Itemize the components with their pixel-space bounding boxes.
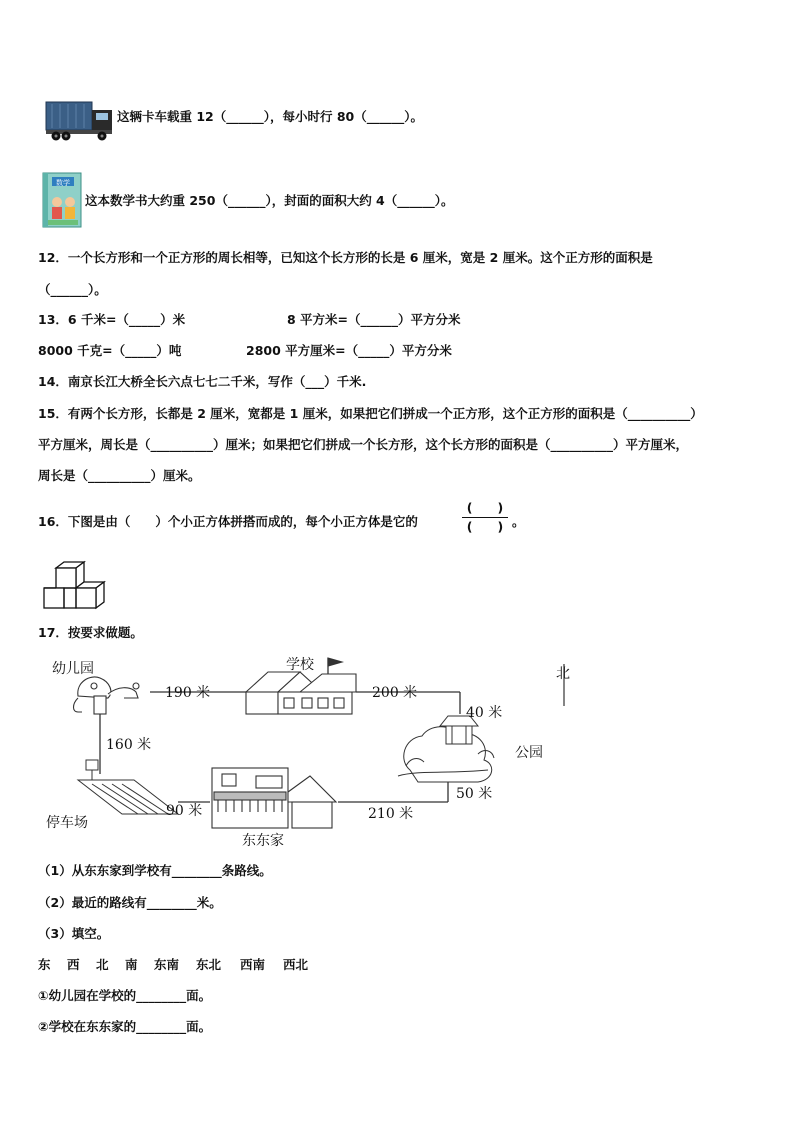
q13-c: 8000 千克=（_____）吨 [38,343,182,358]
direction-word: 西南 [240,957,266,972]
book-question: 这本数学书大约重 250（______），封面的面积大约 4（______）。 [85,193,454,208]
direction-word: 西北 [283,957,309,972]
direction-word: 东 [38,957,51,972]
home-icon [212,768,336,828]
parking-icon [78,760,178,814]
distance-160: 160 米 [106,737,152,753]
q15-line3: 周长是（__________）厘米。 [38,468,201,483]
fraction-denominator: ( ) [466,519,504,534]
q13-a: 13．6 千米=（_____）米 [38,312,186,327]
direction-word: 东南 [154,957,180,972]
q12-line2: （______）。 [38,282,107,297]
q16-text: 16．下图是由（ ）个小正方体拼搭而成的，每个小正方体是它的 [38,514,418,529]
label-kindergarten: 幼儿园 [52,661,94,677]
book-cover-title: 数学 [56,179,70,187]
q17-fill2: ②学校在东东家的________面。 [38,1019,212,1034]
label-north: 北 [556,666,570,682]
q16-fraction [462,500,508,535]
direction-word: 南 [125,957,138,972]
cube-figure [40,560,110,614]
direction-word: 北 [96,957,109,972]
q13-d: 2800 平方厘米=（_____）平方分米 [246,343,452,358]
distance-40: 40 米 [466,705,503,721]
fraction-bar [462,517,508,518]
truck-icon [44,96,116,142]
q17-sub2: （2）最近的路线有________米。 [38,895,222,910]
distance-190: 190 米 [165,685,211,701]
park-icon [398,716,494,782]
q17-title: 17．按要求做题。 [38,625,143,640]
q17-sub3: （3）填空。 [38,926,110,941]
direction-word: 西 [67,957,80,972]
q17-sub1: （1）从东东家到学校有________条路线。 [38,863,272,878]
truck-question: 这辆卡车载重 12（______），每小时行 80（______）。 [117,109,423,124]
q14: 14．南京长江大桥全长六点七七二千米，写作（___）千米. [38,374,367,389]
label-park: 公园 [515,745,543,761]
direction-word: 东北 [196,957,222,972]
distance-210: 210 米 [368,806,414,822]
fraction-numerator: ( ) [466,500,504,515]
distance-50: 50 米 [456,786,493,802]
kindergarten-icon [74,677,140,714]
q13-b: 8 平方米=（______）平方分米 [287,312,461,327]
q16-end: 。 [512,514,525,529]
q12-line1: 12．一个长方形和一个正方形的周长相等，已知这个长方形的长是 6 厘米，宽是 2 厘米。这个正方形的面积是 [38,250,653,265]
distance-90: 90 米 [166,803,203,819]
distance-200: 200 米 [372,685,418,701]
label-parking: 停车场 [46,815,88,831]
math-book-icon [42,172,82,228]
q15-line1: 15．有两个长方形，长都是 2 厘米，宽都是 1 厘米，如果把它们拼成一个正方形，这个正方形的面积是（__________） [38,406,703,421]
label-school: 学校 [286,657,314,673]
q15-line2: 平方厘米，周长是（__________）厘米；如果把它们拼成一个长方形，这个长方形的面积是（__________）平方厘米， [38,437,689,452]
q17-fill1: ①幼儿园在学校的________面。 [38,988,212,1003]
label-home: 东东家 [242,833,284,849]
